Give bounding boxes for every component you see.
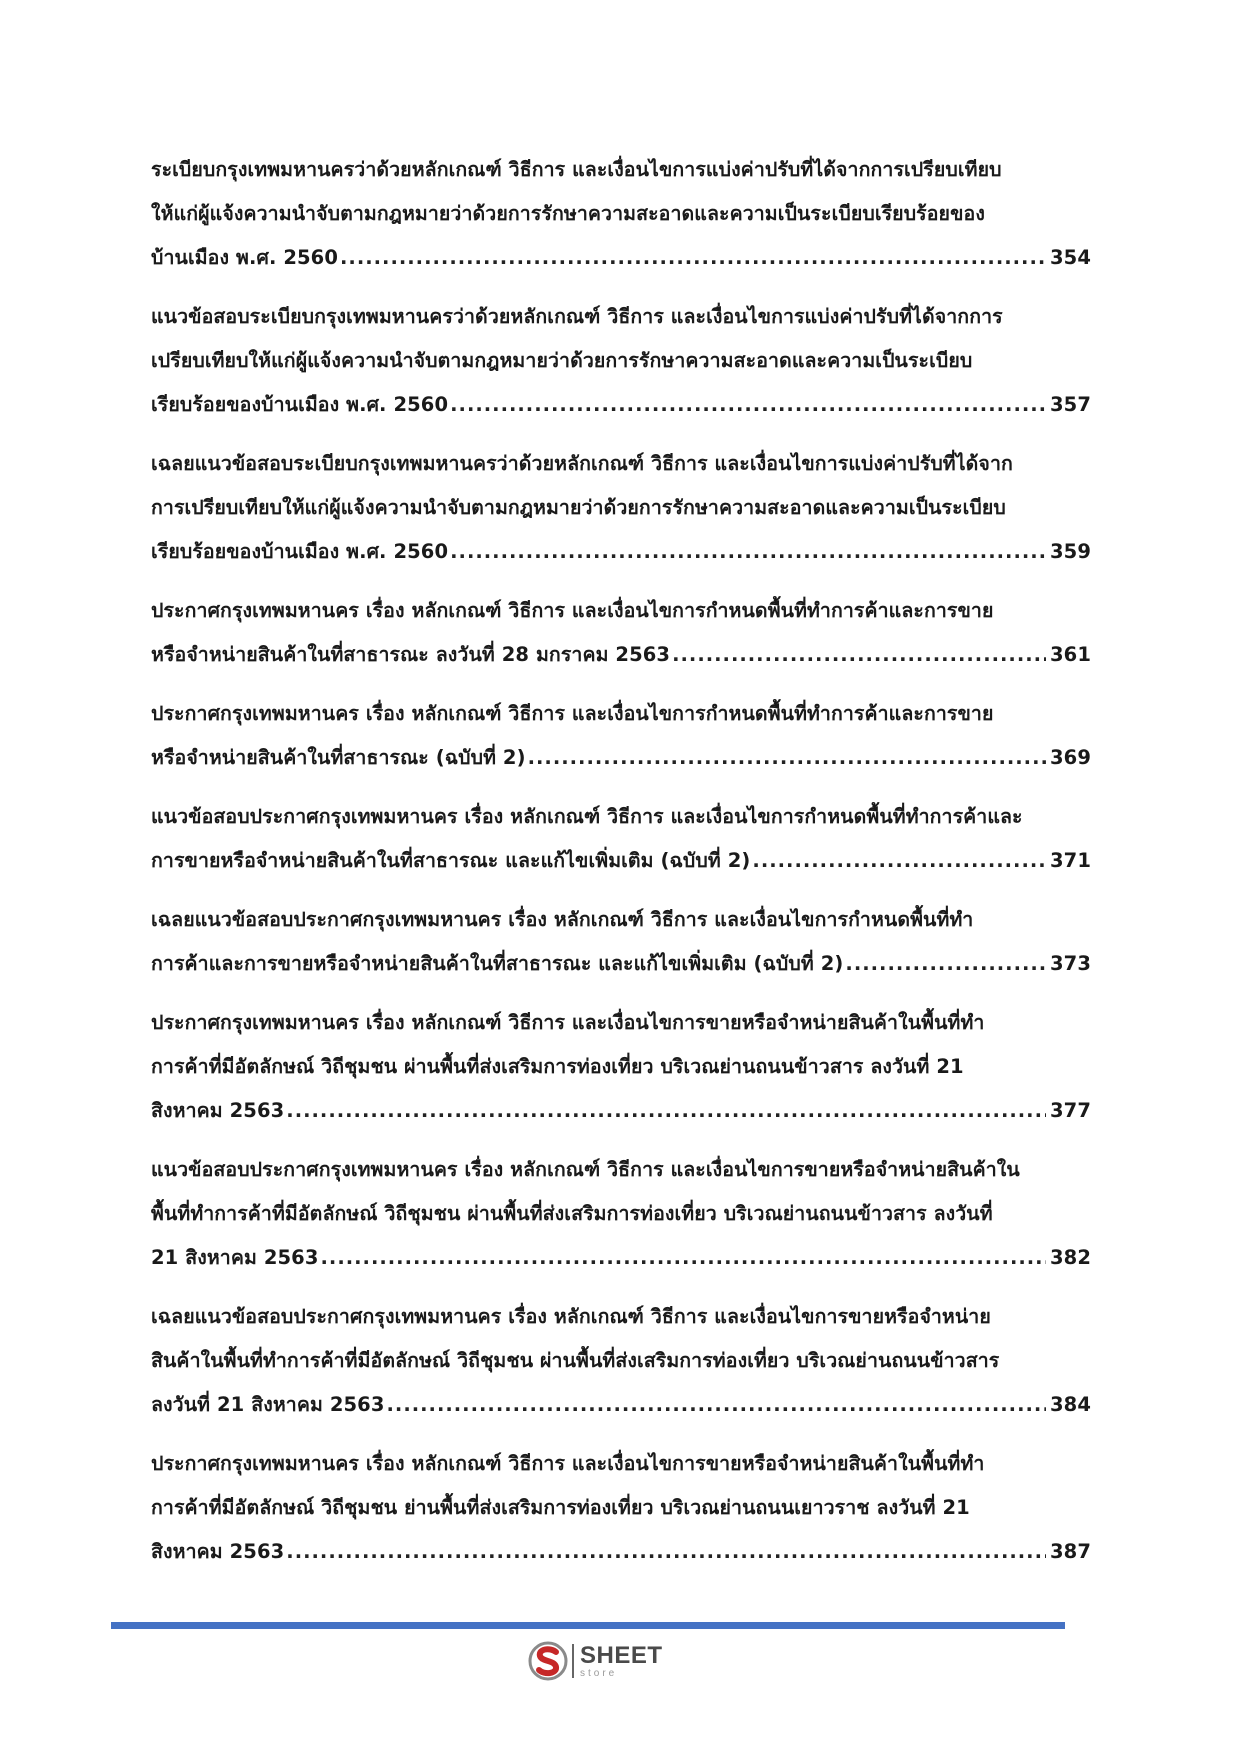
toc-entry-line: แนวข้อสอบระเบียบกรุงเทพมหานครว่าด้วยหลักเกณฑ์ วิธีการ และเงื่อนไขการแบ่งค่าปรับที่ได้จากการ [151,305,1003,328]
toc-entry[interactable] [151,795,1091,883]
toc-entry-line: ประกาศกรุงเทพมหานคร เรื่อง หลักเกณฑ์ วิธีการ และเงื่อนไขการขายหรือจำหน่ายสินค้าในพื้นที่ทำ [151,1452,985,1475]
dot-leader [845,942,1046,986]
toc-entry-last-line [151,736,1091,780]
toc-entry-line: ให้แก่ผู้แจ้งความนำจับตามกฎหมายว่าด้วยการรักษาความสะอาดและความเป็นระเบียบเรียบร้อยของ [151,202,985,225]
toc-entry[interactable] [151,442,1091,574]
logo-subword: store [580,1667,618,1679]
toc-entry-line: เรียบร้อยของบ้านเมือง พ.ศ. 2560 [151,540,449,563]
toc-entry-last-line [151,1089,1091,1133]
toc-entry-last-line [151,1236,1091,1280]
dot-leader [450,530,1046,574]
toc-entry-line: การเปรียบเทียบให้แก่ผู้แจ้งความนำจับตามกฎหมายว่าด้วยการรักษาความสะอาดและความเป็นระเบียบ [151,496,1006,519]
toc-entry-last-line [151,839,1091,883]
toc-entry-line: การค้าและการขายหรือจำหน่ายสินค้าในที่สาธารณะ และแก้ไขเพิ่มเติม (ฉบับที่ 2) [151,952,844,975]
toc-entry-line: แนวข้อสอบประกาศกรุงเทพมหานคร เรื่อง หลักเกณฑ์ วิธีการ และเงื่อนไขการกำหนดพื้นที่ทำการค้าและ [151,805,1023,828]
toc-page-number: 371 [1049,849,1091,872]
toc-entry-last-line [151,236,1091,280]
toc-entry[interactable] [151,1295,1091,1427]
toc-page-number: 354 [1049,246,1091,269]
toc-entry-last-line [151,942,1091,986]
toc-entry[interactable] [151,295,1091,427]
toc-entry[interactable] [151,1001,1091,1133]
toc-entry-line: เฉลยแนวข้อสอบประกาศกรุงเทพมหานคร เรื่อง หลักเกณฑ์ วิธีการ และเงื่อนไขการขายหรือจำหน่าย [151,1305,991,1328]
toc-entry-line: การขายหรือจำหน่ายสินค้าในที่สาธารณะ และแก้ไขเพิ่มเติม (ฉบับที่ 2) [151,849,751,872]
toc-entry-line: ประกาศกรุงเทพมหานคร เรื่อง หลักเกณฑ์ วิธีการ และเงื่อนไขการกำหนดพื้นที่ทำการค้าและการขาย [151,702,994,725]
toc-page-number: 384 [1049,1393,1091,1416]
toc-page-number: 357 [1049,393,1091,416]
dot-leader [450,383,1046,427]
toc-entry[interactable] [151,148,1091,280]
toc-page-number: 361 [1049,643,1091,666]
toc-page-number: 382 [1049,1246,1091,1269]
sheet-store-logo [528,1640,663,1682]
toc-entry-line: ประกาศกรุงเทพมหานคร เรื่อง หลักเกณฑ์ วิธีการ และเงื่อนไขการกำหนดพื้นที่ทำการค้าและการขาย [151,599,994,622]
toc-entry-line: หรือจำหน่ายสินค้าในที่สาธารณะ (ฉบับที่ 2) [151,746,526,769]
dot-leader [672,633,1046,677]
toc-entry-line: เฉลยแนวข้อสอบประกาศกรุงเทพมหานคร เรื่อง หลักเกณฑ์ วิธีการ และเงื่อนไขการกำหนดพื้นที่ทำ [151,908,974,931]
toc-entry[interactable] [151,898,1091,986]
toc-entry-line: เปรียบเทียบให้แก่ผู้แจ้งความนำจับตามกฎหมายว่าด้วยการรักษาความสะอาดและความเป็นระเบียบ [151,349,973,372]
toc-entry[interactable] [151,1148,1091,1280]
dot-leader [752,839,1046,883]
toc-entry-last-line [151,1383,1091,1427]
toc-page-number: 387 [1049,1540,1091,1563]
toc-entry-line: 21 สิงหาคม 2563 [151,1246,319,1269]
toc-entry-line: ประกาศกรุงเทพมหานคร เรื่อง หลักเกณฑ์ วิธีการ และเงื่อนไขการขายหรือจำหน่ายสินค้าในพื้นที่ทำ [151,1011,985,1034]
toc-entry-line: สิงหาคม 2563 [151,1540,285,1563]
toc-page-number: 377 [1049,1099,1091,1122]
dot-leader [286,1530,1046,1574]
toc-entry-line: พื้นที่ทำการค้าที่มีอัตลักษณ์ วิถีชุมชน ผ่านพื้นที่ส่งเสริมการท่องเที่ยว บริเวณย่านถนนข้าวสาร ลงวันที่ [151,1202,993,1225]
toc-entry-line: บ้านเมือง พ.ศ. 2560 [151,246,339,269]
toc-entry-line: สิงหาคม 2563 [151,1099,285,1122]
dot-leader [340,236,1046,280]
footer-divider [111,1622,1065,1629]
toc-entry-line: สินค้าในพื้นที่ทำการค้าที่มีอัตลักษณ์ วิถีชุมชน ผ่านพื้นที่ส่งเสริมการท่องเที่ยว บริเวณย่านถนนข้าวสาร [151,1349,1000,1372]
toc-entry[interactable] [151,589,1091,677]
dot-leader [387,1383,1046,1427]
toc-entry-line: การค้าที่มีอัตลักษณ์ วิถีชุมชน ผ่านพื้นที่ส่งเสริมการท่องเที่ยว บริเวณย่านถนนข้าวสาร ลงวันที่ 21 [151,1055,964,1078]
toc-entry-line: ลงวันที่ 21 สิงหาคม 2563 [151,1393,385,1416]
toc-entry-line: แนวข้อสอบประกาศกรุงเทพมหานคร เรื่อง หลักเกณฑ์ วิธีการ และเงื่อนไขการขายหรือจำหน่ายสินค้าใน [151,1158,1020,1181]
toc-entry-last-line [151,383,1091,427]
toc-entry-line: หรือจำหน่ายสินค้าในที่สาธารณะ ลงวันที่ 28 มกราคม 2563 [151,643,671,666]
logo-text [580,1641,663,1679]
logo-s-icon [528,1641,568,1681]
toc-entry-line: ระเบียบกรุงเทพมหานครว่าด้วยหลักเกณฑ์ วิธีการ และเงื่อนไขการแบ่งค่าปรับที่ได้จากการเปรียบเทียบ [151,158,1002,181]
toc-page-number: 359 [1049,540,1091,563]
toc-entry-last-line [151,1530,1091,1574]
toc-entry[interactable] [151,1442,1091,1574]
toc-entry-line: เรียบร้อยของบ้านเมือง พ.ศ. 2560 [151,393,449,416]
toc-entry-line: การค้าที่มีอัตลักษณ์ วิถีชุมชน ย่านพื้นที่ส่งเสริมการท่องเที่ยว บริเวณย่านถนนเยาวราช ลงวันที่ 21 [151,1496,970,1519]
toc-page-number: 369 [1049,746,1091,769]
toc-page-number: 373 [1049,952,1091,975]
logo-separator [572,1644,574,1678]
toc-entry[interactable] [151,692,1091,780]
toc-entry-last-line [151,633,1091,677]
dot-leader [286,1089,1046,1133]
toc-entry-line: เฉลยแนวข้อสอบระเบียบกรุงเทพมหานครว่าด้วยหลักเกณฑ์ วิธีการ และเงื่อนไขการแบ่งค่าปรับที่ได้จาก [151,452,1013,475]
dot-leader [528,736,1046,780]
table-of-contents [151,148,1091,1589]
toc-entry-last-line [151,530,1091,574]
dot-leader [321,1236,1046,1280]
logo-word: SHEET [580,1641,663,1669]
